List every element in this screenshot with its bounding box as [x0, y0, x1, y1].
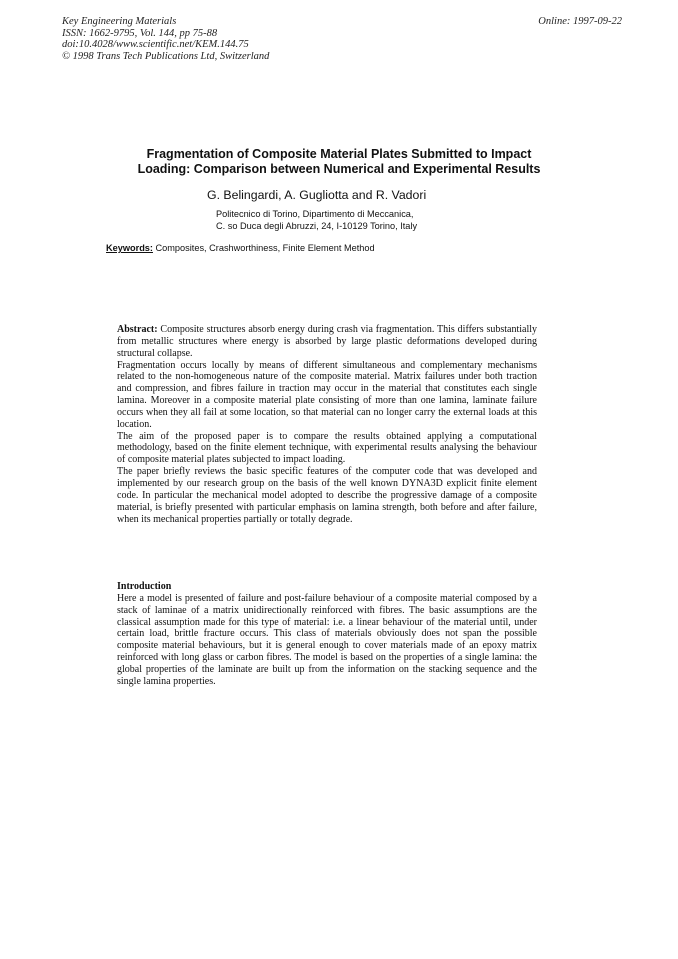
abstract-paragraph-2: Fragmentation occurs locally by means of different simultaneous and complementary mechanisms related to the non-homogeneous nature of the composite material. Matrix failures under both traction and compression, and fibres failure in traction may occur in the material that constitutes each single lamina. Moreover in a composite material plate consisting of more than one lamina, laminate failure occurs when they all fail at some location, so that material can no longer carry the external loads at this location. [117, 359, 537, 430]
affiliation-line-1: Politecnico di Torino, Dipartimento di Meccanica, [216, 209, 414, 219]
abstract-paragraph-3: The aim of the proposed paper is to compare the results obtained applying a computational methodology, based on the finite element technique, with experimental results analysing the behaviour of composite material plates subjected to impact loading. [117, 430, 537, 466]
abstract-p1-text: Composite structures absorb energy during crash via fragmentation. This differs substantially from metallic structures where energy is absorbed by large plastic deformations developed during structural collapse. [117, 324, 537, 359]
introduction-heading: Introduction [117, 581, 172, 592]
abstract-paragraph-4: The paper briefly reviews the basic specific features of the computer code that was developed and implemented by our research group on the basis of the well known DYNA3D explicit finite element code. In particular the mechanical model adopted to describe the progressive damage of a composite material, is briefly presented with particular emphasis on lamina strength, both before and after failure, when its mechanical properties partially or totally degrade. [117, 466, 537, 525]
journal-header [62, 16, 269, 62]
issn-line: ISSN: 1662-9795, Vol. 144, pp 75-88 [62, 27, 218, 39]
introduction-paragraph-1: Here a model is presented of failure and post-failure behaviour of a composite material composed by a stack of laminae of a matrix unidirectionally reinforced with fibres. The basic assumptions are the classical assumption made for this type of material: i.e. a linear behaviour of the material until, under certain load, brittle fracture occurs. This class of materials obviously does not span the possible composite material behaviours, but it is general enough to cover materials made of an epoxy matrix reinforced with long glass or carbon fibres. The model is based on the properties of a single lamina: the global properties of the laminate are built up from the information on the stacking sequence and the single lamina properties. [117, 592, 537, 687]
affiliation-line-2: C. so Duca degli Abruzzi, 24, I-10129 Torino, Italy [216, 221, 418, 231]
abstract-label: Abstract: [117, 324, 158, 335]
abstract-section [117, 324, 537, 525]
copyright-line: © 1998 Trans Tech Publications Ltd, Switzerland [62, 50, 270, 62]
abstract-paragraph-1 [117, 324, 537, 360]
authors: G. Belingardi, A. Gugliotta and R. Vadori [207, 188, 427, 202]
online-date: Online: 1997-09-22 [538, 16, 622, 27]
title-line-2: Loading: Comparison between Numerical and Experimental Results [137, 162, 541, 176]
paper-title [0, 147, 678, 177]
keywords-label: Keywords: [106, 243, 153, 253]
introduction-section [117, 581, 537, 688]
doi-line: doi:10.4028/www.scientific.net/KEM.144.75 [62, 39, 249, 50]
keywords-text: Composites, Crashworthiness, Finite Element Method [152, 243, 375, 253]
affiliation [216, 208, 417, 232]
keywords [106, 243, 375, 253]
title-line-1: Fragmentation of Composite Material Plates Submitted to Impact [146, 147, 532, 161]
journal-name: Key Engineering Materials [62, 16, 177, 27]
